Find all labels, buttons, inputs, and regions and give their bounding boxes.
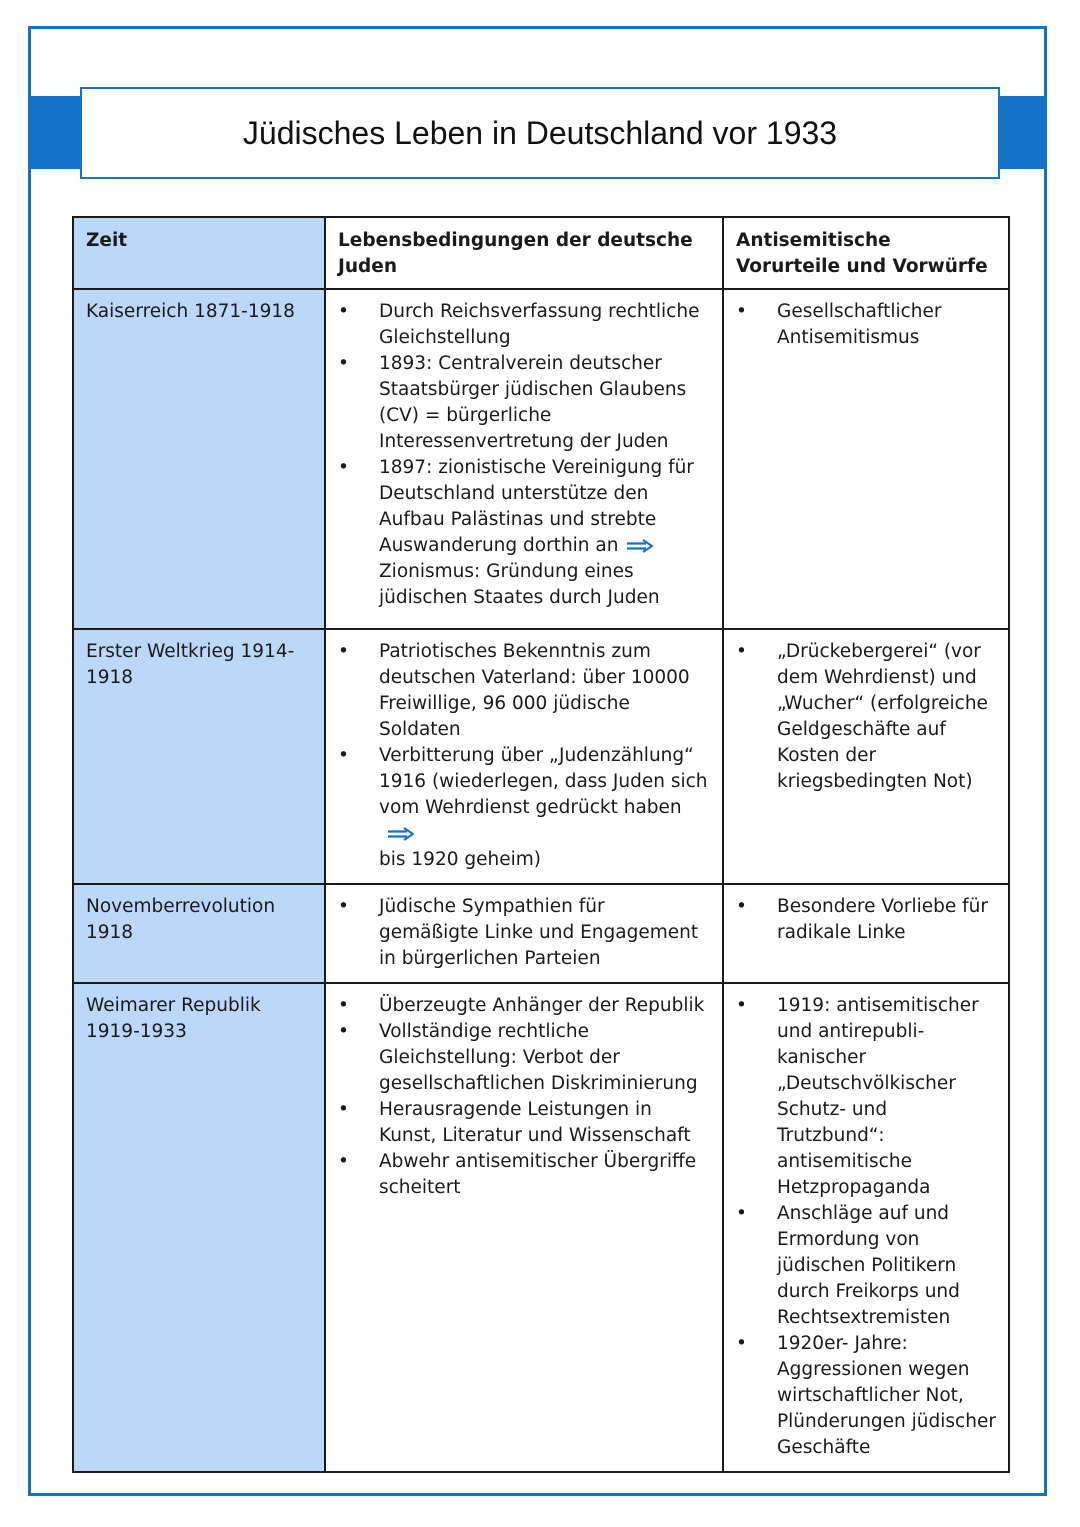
header-band-right (998, 96, 1045, 169)
list-item: • Jüdische Sympathien für gemäßigte Linke und Engagement in bürgerlichen Parteien (338, 894, 710, 972)
conditions-cell (325, 884, 723, 983)
prejudices-list (736, 299, 996, 351)
list-item: • Vollständige rechtliche Gleichstellung: Verbot der gesellschaftlichen Diskriminierung (338, 1019, 710, 1097)
conditions-cell (325, 289, 723, 629)
list-item (338, 455, 710, 611)
list-item-text: Verbitterung über „Judenzählung“ 1916 (wiederlegen, dass Juden sich vom Wehrdienst gedrückt haben (379, 745, 708, 818)
header-conditions: Lebensbedingungen der deutsche Juden (325, 217, 723, 289)
prejudices-cell (723, 629, 1009, 884)
list-item: • 1920er- Jahre: Aggressionen wegen wirtschaftlicher Not, Plünderungen jüdischer Geschäfte (736, 1331, 996, 1461)
list-item: • Anschläge auf und Ermordung von jüdischen Politikern durch Freikorps und Rechtsextremisten (736, 1201, 996, 1331)
prejudices-list (736, 894, 996, 946)
prejudices-cell (723, 983, 1009, 1472)
header-prejudices: Antisemitische Vorurteile und Vorwürfe (723, 217, 1009, 289)
conditions-cell (325, 629, 723, 884)
list-item: • 1893: Centralverein deutscher Staatsbürger jüdischen Glaubens (CV) = bürgerliche Interessenvertretung der Juden (338, 351, 710, 455)
history-table (72, 216, 1010, 1473)
header-time: Zeit (73, 217, 325, 289)
table-header-row (73, 217, 1009, 289)
list-item: • Gesellschaftlicher Antisemitismus (736, 299, 996, 351)
conditions-cell (325, 983, 723, 1472)
conditions-list (338, 993, 710, 1201)
list-item: • Patriotisches Bekenntnis zum deutschen Vaterland: über 10000 Freiwillige, 96 000 jüdische Soldaten (338, 639, 710, 743)
time-cell: Novemberrevolution 1918 (73, 884, 325, 983)
list-item: • Herausragende Leistungen in Kunst, Literatur und Wissenschaft (338, 1097, 710, 1149)
table-row (73, 983, 1009, 1472)
prejudices-list (736, 639, 996, 795)
list-item: • „Drückebergerei“ (vor dem Wehrdienst) und „Wucher“ (erfolgreiche Geldgeschäfte auf Kosten der kriegsbedingten Not) (736, 639, 996, 795)
list-item (338, 743, 710, 873)
conditions-list (338, 639, 710, 873)
conditions-list (338, 299, 710, 611)
page-title: Jüdisches Leben in Deutschland vor 1933 (242, 114, 838, 151)
double-arrow-right-icon (387, 827, 415, 841)
prejudices-cell (723, 289, 1009, 629)
time-cell: Weimarer Republik 1919-1933 (73, 983, 325, 1472)
list-item-text: bis 1920 geheim) (379, 849, 541, 870)
list-item: • Besondere Vorliebe für radikale Linke (736, 894, 996, 946)
conditions-list (338, 894, 710, 972)
prejudices-list (736, 993, 996, 1461)
list-item-text: 1897: zionistische Vereinigung für Deutschland unterstütze den Aufbau Palästinas und strebte Auswanderung dorthin an (379, 457, 694, 556)
list-item: • Durch Reichsverfassung rechtliche Gleichstellung (338, 299, 710, 351)
table-row (73, 289, 1009, 629)
list-item: • Abwehr antisemitischer Übergriffe scheitert (338, 1149, 710, 1201)
list-item-text: Zionismus: Gründung eines jüdischen Staates durch Juden (379, 561, 660, 608)
table-row (73, 629, 1009, 884)
time-cell: Kaiserreich 1871-1918 (73, 289, 325, 629)
title-box (80, 87, 1000, 179)
prejudices-cell (723, 884, 1009, 983)
header-band-left (30, 96, 82, 169)
list-item: • 1919: antisemitischer und antirepubli-kanischer „Deutschvölkischer Schutz- und Trutzbund“: antisemitische Hetzpropaganda (736, 993, 996, 1201)
table-row (73, 884, 1009, 983)
time-cell: Erster Weltkrieg 1914-1918 (73, 629, 325, 884)
double-arrow-right-icon (626, 539, 654, 553)
list-item: • Überzeugte Anhänger der Republik (338, 993, 710, 1019)
